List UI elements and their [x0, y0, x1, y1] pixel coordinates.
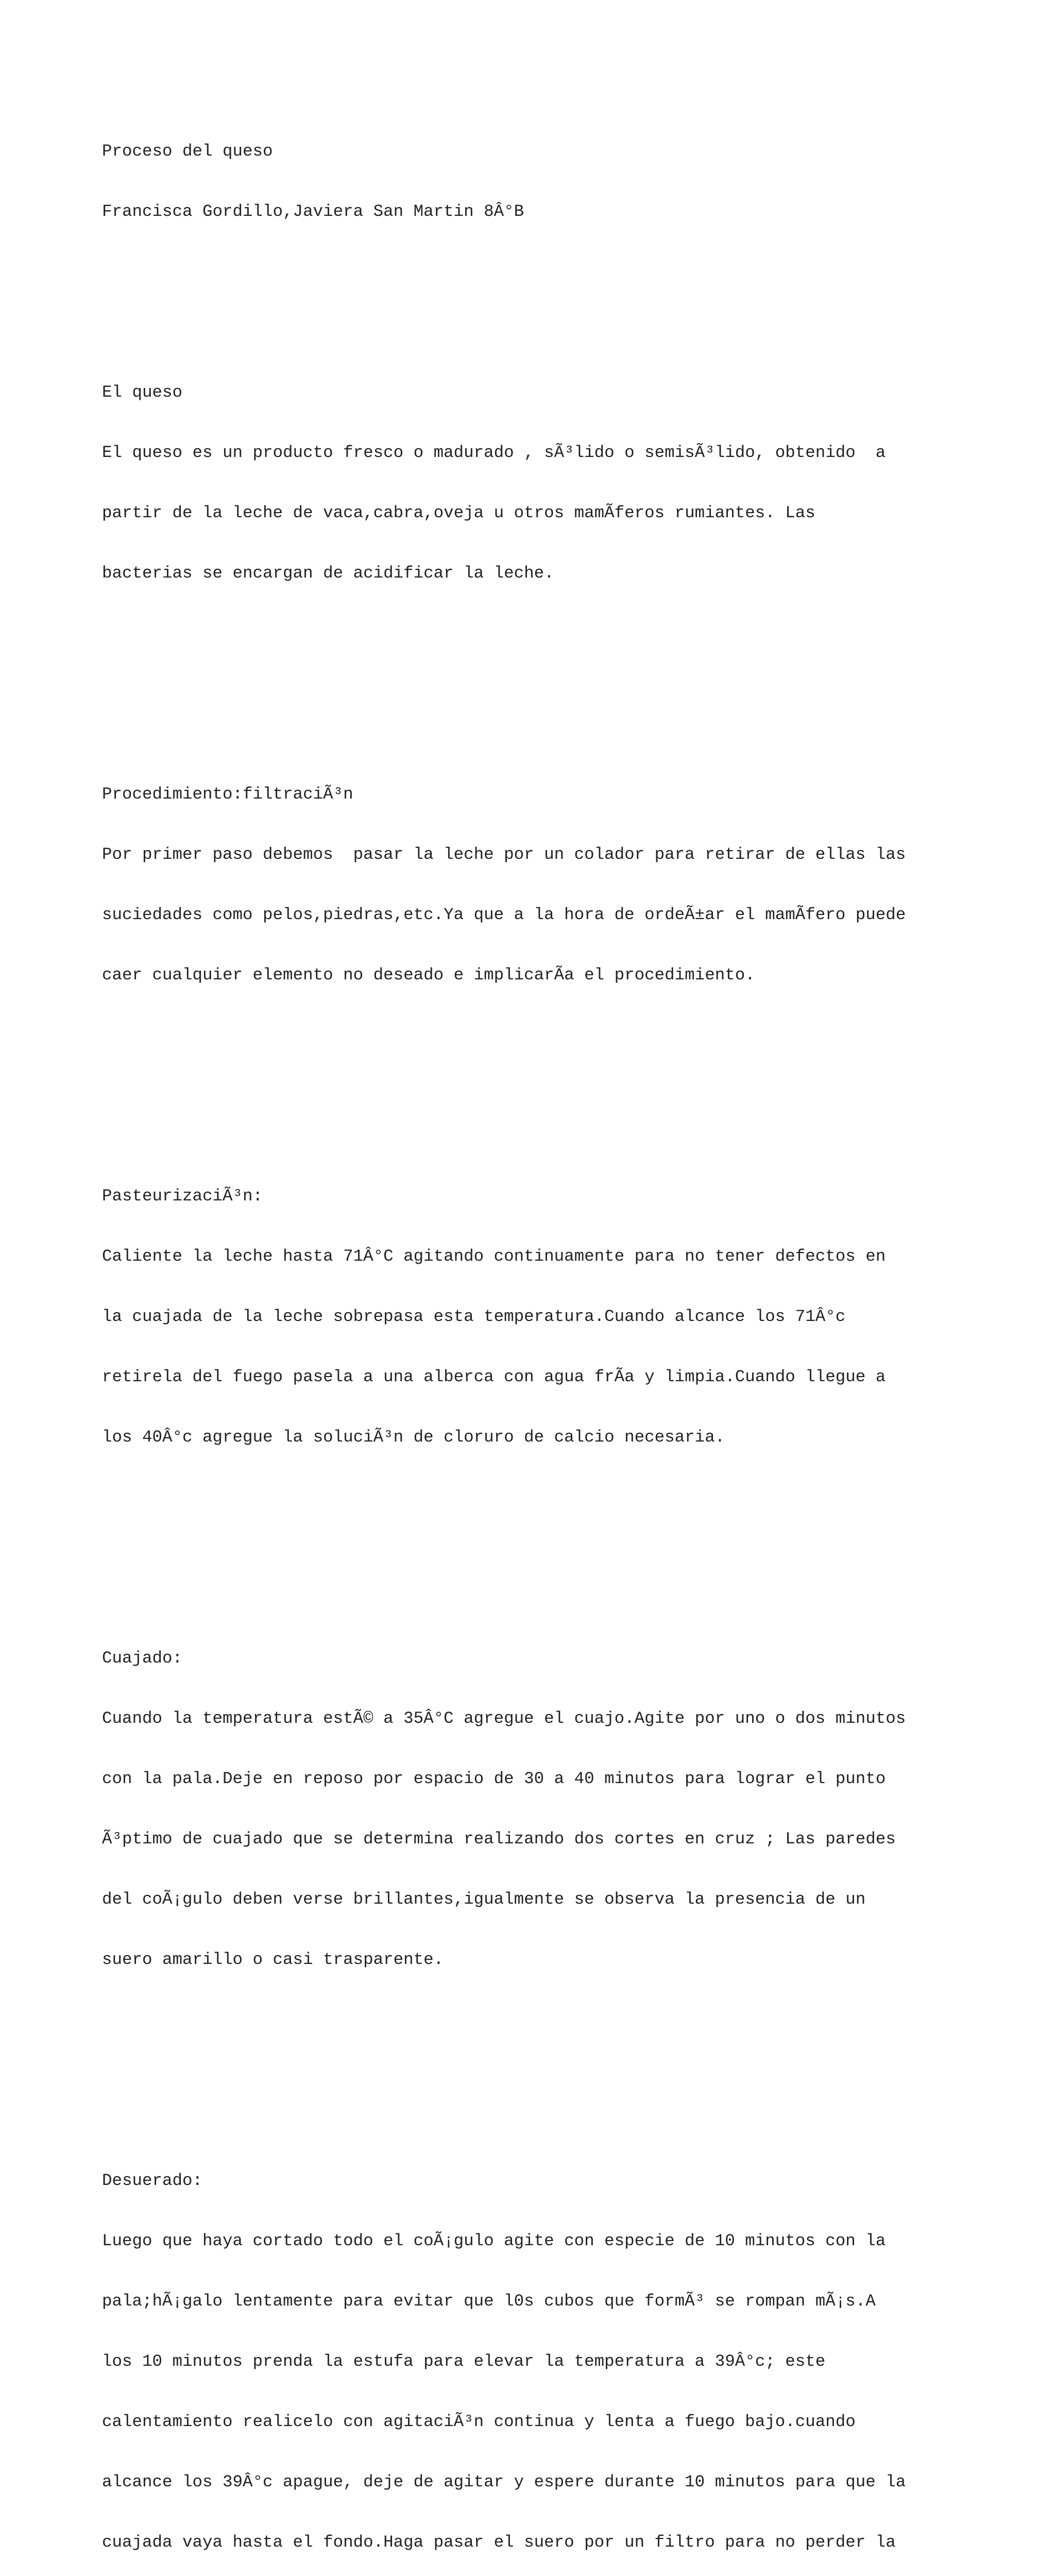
- section-heading: El queso: [102, 383, 183, 402]
- section-desuerado: [102, 2130, 967, 2576]
- paragraph-line: suero amarillo o casi trasparente.: [102, 1950, 444, 1969]
- paragraph-line: Cuando la temperatura estÃ© a 35Â°C agregue el cuajo.Agite por uno o dos minutos: [102, 1709, 906, 1728]
- paragraph-line: con la pala.Deje en reposo por espacio de 30 a 40 minutos para lograr el punto: [102, 1769, 886, 1788]
- paragraph-line: la cuajada de la leche sobrepasa esta temperatura.Cuando alcance los 71Â°c: [102, 1307, 846, 1326]
- section-heading: Cuajado:: [102, 1649, 183, 1668]
- paragraph-line: suciedades como pelos,piedras,etc.Ya que a la hora de ordeÃ±ar el mamÃfero puede: [102, 905, 906, 924]
- section-pasteurizacion: [102, 1146, 967, 1487]
- paragraph-line: bacterias se encargan de acidificar la leche.: [102, 564, 554, 583]
- section-cuajado: [102, 1608, 967, 2010]
- paragraph-line: partir de la leche de vaca,cabra,oveja u otros mamÃferos rumiantes. Las: [102, 503, 815, 522]
- paragraph-line: El queso es un producto fresco o madurado , sÃ³lido o semisÃ³lido, obtenido a: [102, 443, 886, 462]
- section-filtracion: [102, 744, 967, 1025]
- paragraph-line: caer cualquier elemento no deseado e implicarÃa el procedimiento.: [102, 965, 755, 985]
- blank-line: [102, 2050, 967, 2070]
- paragraph-line: alcance los 39Â°c apague, deje de agitar y espere durante 10 minutos para que la: [102, 2472, 906, 2492]
- blank-line: [102, 1528, 967, 1548]
- paragraph-line: los 40Â°c agregue la soluciÃ³n de cloruro de calcio necesaria.: [102, 1428, 725, 1447]
- section-heading: Desuerado:: [102, 2171, 203, 2190]
- document-authors: Francisca Gordillo,Javiera San Martin 8Â°B: [102, 202, 524, 221]
- blank-line: [102, 262, 967, 282]
- paragraph-line: retirela del fuego pasela a una alberca con agua frÃa y limpia.Cuando llegue a: [102, 1367, 886, 1386]
- paragraph-line: del coÃ¡gulo deben verse brillantes,igualmente se observa la presencia de un: [102, 1890, 866, 1909]
- paragraph-line: los 10 minutos prenda la estufa para elevar la temperatura a 39Â°c; este: [102, 2352, 826, 2371]
- document-title: Proceso del queso: [102, 142, 273, 161]
- section-el-queso: [102, 342, 967, 623]
- paragraph-line: pala;hÃ¡galo lentamente para evitar que l0s cubos que formÃ³ se rompan mÃ¡s.A: [102, 2292, 876, 2311]
- paragraph-line: calentamiento realicelo con agitaciÃ³n continua y lenta a fuego bajo.cuando: [102, 2412, 856, 2431]
- blank-line: [102, 664, 967, 684]
- section-heading: Procedimiento:filtraciÃ³n: [102, 785, 353, 804]
- paragraph-line: Por primer paso debemos pasar la leche por un colador para retirar de ellas las: [102, 845, 906, 864]
- paragraph-line: Caliente la leche hasta 71Â°C agitando continuamente para no tener defectos en: [102, 1247, 886, 1266]
- paragraph-line: cuajada vaya hasta el fondo.Haga pasar el suero por un filtro para no perder la: [102, 2533, 896, 2552]
- section-heading: PasteurizaciÃ³n:: [102, 1187, 263, 1206]
- paragraph-line: Luego que haya cortado todo el coÃ¡gulo agite con especie de 10 minutos con la: [102, 2231, 886, 2250]
- document-page: [102, 101, 967, 2576]
- paragraph-line: Ã³ptimo de cuajado que se determina realizando dos cortes en cruz ; Las paredes: [102, 1829, 896, 1849]
- blank-line: [102, 1065, 967, 1086]
